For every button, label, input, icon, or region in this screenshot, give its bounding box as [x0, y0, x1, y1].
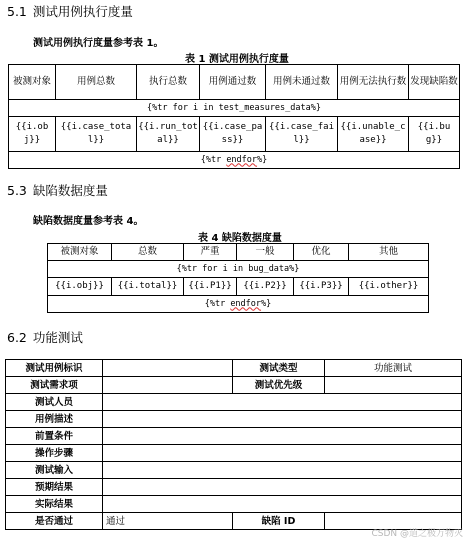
case-id-value[interactable]	[103, 360, 233, 377]
test-case-execution-table	[8, 64, 460, 169]
template-cell: {{i.run_total}}	[137, 117, 200, 152]
description-value[interactable]	[103, 411, 462, 428]
template-cell: {{i.case_total}}	[56, 117, 137, 152]
header-cell: 严重	[184, 244, 237, 261]
requirement-value[interactable]	[103, 377, 233, 394]
template-cell: {{i.total}}	[112, 278, 184, 296]
template-cell: {{i.case_pass}}	[200, 117, 266, 152]
section-number: 5.3	[7, 183, 27, 198]
test-type-label: 测试类型	[233, 360, 325, 377]
passed-value[interactable]: 通过	[103, 513, 233, 530]
table-row	[6, 496, 462, 513]
table-row	[6, 411, 462, 428]
watermark: CSDN @道之极万物灭	[371, 529, 463, 539]
bug-data-table	[47, 243, 429, 313]
table-row	[9, 152, 460, 169]
section-title: 缺陷数据度量	[32, 183, 108, 198]
steps-label: 操作步骤	[6, 445, 103, 462]
table-header-row	[48, 244, 429, 261]
template-cell: {{i.obj}}	[9, 117, 56, 152]
section-title: 测试用例执行度量	[32, 4, 133, 19]
table-row	[6, 445, 462, 462]
passed-label: 是否通过	[6, 513, 103, 530]
header-cell: 被测对象	[9, 65, 56, 100]
table-row	[6, 360, 462, 377]
input-label: 测试输入	[6, 462, 103, 479]
loop-end-keyword: endfor	[230, 298, 262, 309]
section-intro-5-1: 测试用例执行度量参考表 1。	[33, 38, 164, 49]
table-row	[9, 117, 460, 152]
header-cell: 用例总数	[56, 65, 137, 100]
table-row	[6, 428, 462, 445]
section-intro-5-3: 缺陷数据度量参考表 4。	[33, 216, 144, 227]
section-heading-5-3	[7, 181, 108, 199]
template-cell: {{i.case_fail}}	[266, 117, 338, 152]
table-row	[6, 462, 462, 479]
header-cell: 总数	[112, 244, 184, 261]
loop-start-cell: {%tr for i in bug_data%}	[48, 261, 429, 278]
table-row	[9, 100, 460, 117]
precondition-value[interactable]	[103, 428, 462, 445]
template-cell: {{i.P3}}	[294, 278, 349, 296]
expected-label: 预期结果	[6, 479, 103, 496]
template-cell: {{i.bug}}	[409, 117, 460, 152]
description-label: 用例描述	[6, 411, 103, 428]
loop-end-keyword: endfor	[226, 154, 258, 165]
table-row	[6, 479, 462, 496]
loop-end-cell	[48, 296, 429, 313]
section-title: 功能测试	[32, 330, 83, 345]
table-row	[6, 377, 462, 394]
header-cell: 被测对象	[48, 244, 112, 261]
actual-label: 实际结果	[6, 496, 103, 513]
template-cell: {{i.P1}}	[184, 278, 237, 296]
priority-value[interactable]	[325, 377, 462, 394]
table-row	[48, 278, 429, 296]
header-cell: 用例通过数	[200, 65, 266, 100]
header-cell: 执行总数	[137, 65, 200, 100]
test-type-value[interactable]: 功能测试	[325, 360, 462, 377]
bug-id-label: 缺陷 ID	[233, 513, 325, 530]
loop-end-suffix: %}	[257, 154, 268, 165]
case-id-label: 测试用例标识	[6, 360, 103, 377]
template-cell: {{i.other}}	[349, 278, 429, 296]
loop-end-cell	[9, 152, 460, 169]
loop-end-suffix: %}	[261, 298, 272, 309]
header-cell: 其他	[349, 244, 429, 261]
tester-value[interactable]	[103, 394, 462, 411]
header-cell: 发现缺陷数	[409, 65, 460, 100]
header-cell: 优化	[294, 244, 349, 261]
requirement-label: 测试需求项	[6, 377, 103, 394]
input-value[interactable]	[103, 462, 462, 479]
table-row	[6, 394, 462, 411]
section-heading-6-2	[7, 328, 83, 346]
steps-value[interactable]	[103, 445, 462, 462]
table-caption-4: 表 4 缺陷数据度量	[198, 233, 282, 244]
functional-test-table	[5, 359, 462, 530]
header-cell: 一般	[237, 244, 294, 261]
expected-value[interactable]	[103, 479, 462, 496]
template-cell: {{i.P2}}	[237, 278, 294, 296]
section-number: 6.2	[7, 330, 27, 345]
header-cell: 用例未通过数	[266, 65, 338, 100]
section-number: 5.1	[7, 4, 27, 19]
loop-start-cell: {%tr for i in test_measures_data%}	[9, 100, 460, 117]
section-heading-5-1	[7, 2, 133, 20]
template-cell: {{i.obj}}	[48, 278, 112, 296]
actual-value[interactable]	[103, 496, 462, 513]
precondition-label: 前置条件	[6, 428, 103, 445]
table-header-row	[9, 65, 460, 100]
loop-end-prefix: {%tr	[200, 154, 227, 165]
tester-label: 测试人员	[6, 394, 103, 411]
table-row	[48, 261, 429, 278]
table-caption-1: 表 1 测试用例执行度量	[185, 54, 289, 65]
loop-end-prefix: {%tr	[204, 298, 231, 309]
header-cell: 用例无法执行数	[338, 65, 409, 100]
template-cell: {{i.unable_case}}	[338, 117, 409, 152]
table-row	[48, 296, 429, 313]
priority-label: 测试优先级	[233, 377, 325, 394]
